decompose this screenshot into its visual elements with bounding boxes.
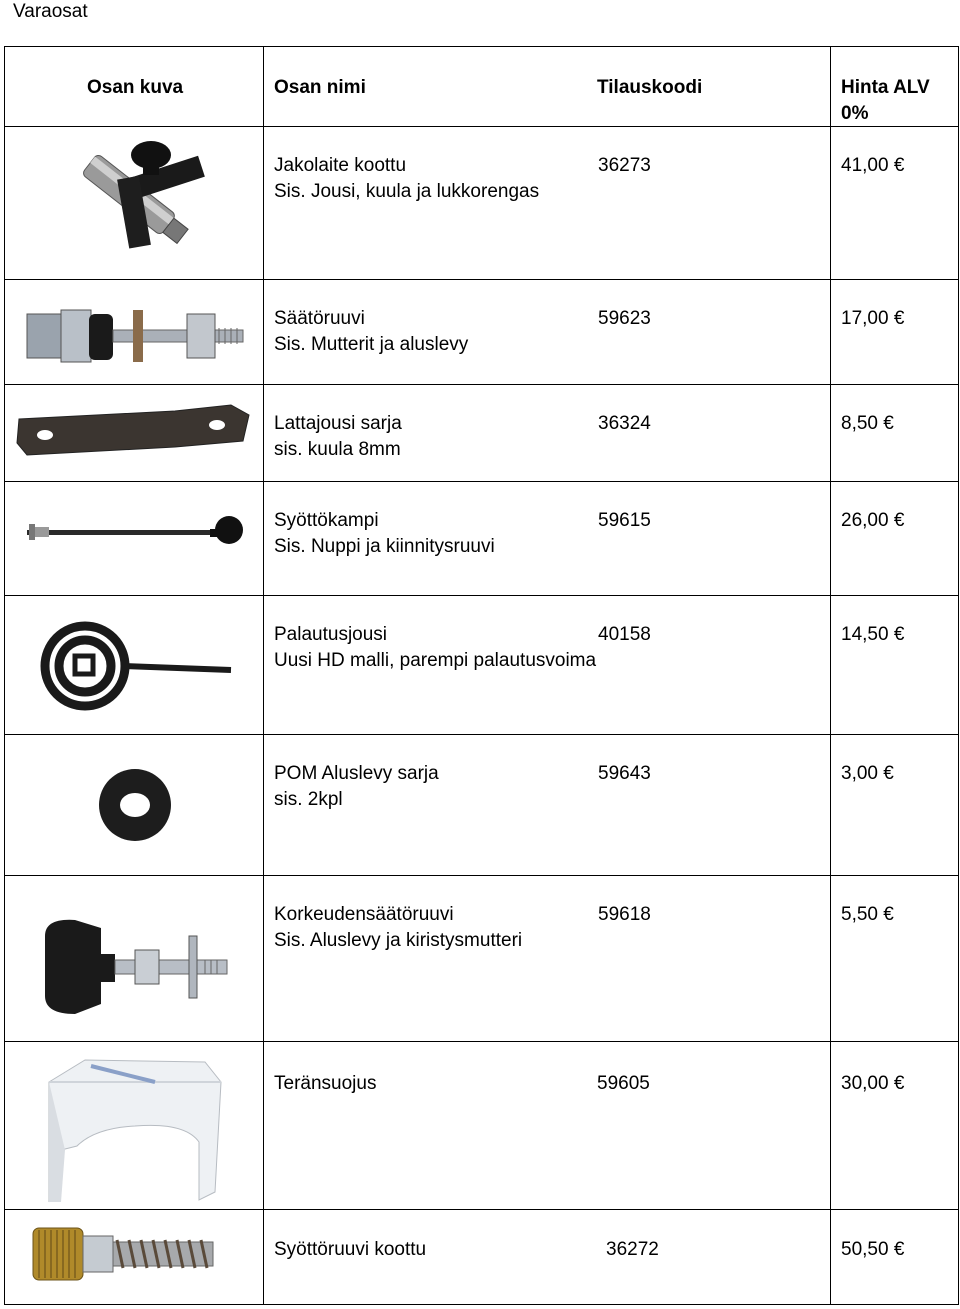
part-name: Palautusjousi xyxy=(274,624,388,645)
part-name: Säätöruuvi xyxy=(274,308,365,329)
image-cell xyxy=(5,1042,264,1210)
price: 8,50 € xyxy=(841,413,894,434)
price-cell xyxy=(831,876,959,1042)
feed-crank-image xyxy=(5,482,264,596)
adjusting-screw-image xyxy=(5,280,264,385)
order-code: 59643 xyxy=(598,763,651,784)
info-cell xyxy=(264,482,831,596)
order-code: 36273 xyxy=(598,155,651,176)
header-name-cell xyxy=(264,47,831,127)
price: 50,50 € xyxy=(841,1239,905,1260)
info-cell xyxy=(264,596,831,735)
image-cell xyxy=(5,596,264,735)
parts-table xyxy=(4,46,959,1305)
image-cell xyxy=(5,735,264,876)
info-cell xyxy=(264,876,831,1042)
part-includes: sis. kuula 8mm xyxy=(274,439,401,460)
table-row xyxy=(5,1042,959,1210)
price: 30,00 € xyxy=(841,1073,905,1094)
price: 17,00 € xyxy=(841,308,905,329)
price-cell xyxy=(831,127,959,280)
info-cell xyxy=(264,735,831,876)
part-name: Korkeudensäätöruuvi xyxy=(274,904,454,925)
table-row xyxy=(5,127,959,280)
part-includes: Sis. Aluslevy ja kiristysmutteri xyxy=(274,930,523,951)
order-code: 59615 xyxy=(598,510,651,531)
image-cell xyxy=(5,1210,264,1305)
order-code: 59623 xyxy=(598,308,651,329)
blade-guard-image xyxy=(5,1042,264,1210)
price-cell xyxy=(831,1210,959,1305)
header-image: Osan kuva xyxy=(87,77,184,98)
image-cell xyxy=(5,385,264,482)
order-code: 40158 xyxy=(598,624,651,645)
part-includes: Uusi HD malli, parempi palautusvoima xyxy=(274,650,597,671)
price: 3,00 € xyxy=(841,763,894,784)
table-row xyxy=(5,1210,959,1305)
price-cell xyxy=(831,735,959,876)
order-code: 59618 xyxy=(598,904,651,925)
info-cell xyxy=(264,385,831,482)
header-price-cell xyxy=(831,47,959,127)
flat-spring-image xyxy=(5,385,264,482)
header-code: Tilauskoodi xyxy=(597,77,703,98)
table-header-row xyxy=(5,47,959,127)
feed-screw-image xyxy=(5,1210,264,1305)
image-cell xyxy=(5,482,264,596)
part-includes: Sis. Mutterit ja aluslevy xyxy=(274,334,469,355)
info-cell xyxy=(264,1210,831,1305)
table-row xyxy=(5,596,959,735)
info-cell xyxy=(264,1042,831,1210)
header-name: Osan nimi xyxy=(274,77,366,98)
page-title: Varaosat xyxy=(13,1,88,22)
price-cell xyxy=(831,482,959,596)
price-cell xyxy=(831,280,959,385)
part-name: Syöttökampi xyxy=(274,510,379,531)
image-cell xyxy=(5,280,264,385)
part-includes: Sis. Jousi, kuula ja lukkorengas xyxy=(274,181,540,202)
order-code: 36324 xyxy=(598,413,651,434)
order-code: 59605 xyxy=(597,1073,650,1094)
washer-image xyxy=(5,735,264,876)
return-spring-image xyxy=(5,596,264,735)
table-row xyxy=(5,876,959,1042)
table-row xyxy=(5,280,959,385)
part-includes: sis. 2kpl xyxy=(274,789,343,810)
header-price-line2: 0% xyxy=(841,103,869,124)
distributor-part-image xyxy=(5,127,264,280)
price: 14,50 € xyxy=(841,624,905,645)
info-cell xyxy=(264,127,831,280)
price-cell xyxy=(831,596,959,735)
price-cell xyxy=(831,1042,959,1210)
part-name: Lattajousi sarja xyxy=(274,413,402,434)
price: 5,50 € xyxy=(841,904,894,925)
order-code: 36272 xyxy=(606,1239,659,1260)
part-name: Jakolaite koottu xyxy=(274,155,407,176)
part-name: POM Aluslevy sarja xyxy=(274,763,439,784)
part-includes: Sis. Nuppi ja kiinnitysruuvi xyxy=(274,536,495,557)
image-cell xyxy=(5,876,264,1042)
image-cell xyxy=(5,127,264,280)
header-image-cell xyxy=(5,47,264,127)
table-row xyxy=(5,735,959,876)
header-price-line1: Hinta ALV xyxy=(841,77,930,98)
table-row xyxy=(5,482,959,596)
height-screw-image xyxy=(5,876,264,1042)
part-name: Teränsuojus xyxy=(274,1073,377,1094)
price-cell xyxy=(831,385,959,482)
part-name: Syöttöruuvi koottu xyxy=(274,1239,427,1260)
price: 26,00 € xyxy=(841,510,905,531)
price: 41,00 € xyxy=(841,155,905,176)
info-cell xyxy=(264,280,831,385)
table-row xyxy=(5,385,959,482)
